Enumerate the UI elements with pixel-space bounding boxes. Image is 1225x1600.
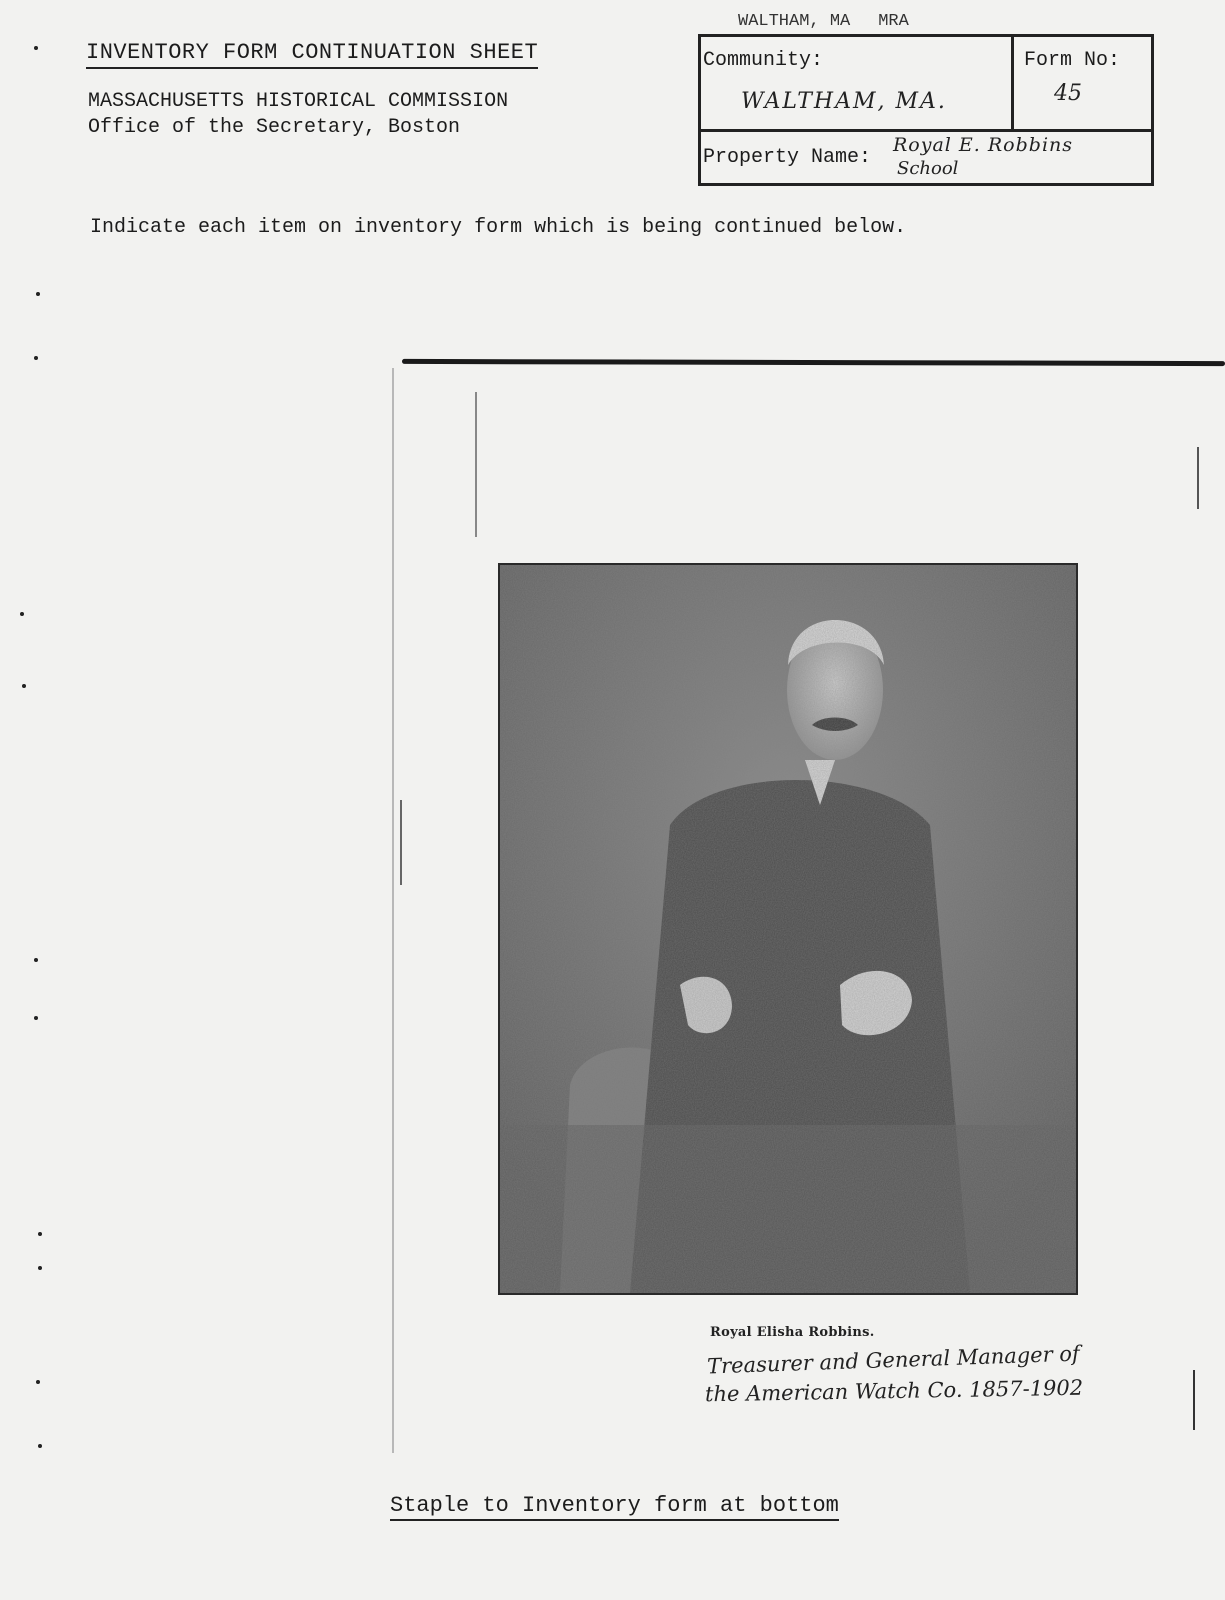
scan-speck bbox=[36, 292, 40, 296]
fold-line bbox=[400, 800, 402, 885]
scan-speck bbox=[38, 1266, 42, 1270]
header-note-code: MRA bbox=[878, 12, 909, 31]
scan-speck bbox=[22, 684, 26, 688]
form-number-label: Form No: bbox=[1024, 49, 1121, 72]
scan-speck bbox=[36, 1380, 40, 1384]
scan-speck bbox=[34, 46, 38, 50]
attached-sheet-top-edge bbox=[402, 359, 1225, 366]
scan-speck bbox=[34, 958, 38, 962]
header-note bbox=[738, 12, 937, 31]
header-note-city: WALTHAM, MA bbox=[738, 12, 851, 31]
handwritten-note-line2: the American Watch Co. 1857-1902 bbox=[704, 1375, 1084, 1407]
scan-speck bbox=[20, 612, 24, 616]
scan-speck bbox=[38, 1444, 42, 1448]
property-name-value-line1: Royal E. Robbins bbox=[893, 134, 1074, 156]
property-name-value-line2: School bbox=[897, 158, 959, 179]
scan-speck bbox=[34, 1016, 38, 1020]
margin-mark bbox=[1193, 1370, 1195, 1430]
portrait-illustration bbox=[500, 565, 1076, 1293]
community-cell bbox=[701, 37, 1014, 132]
community-value: WALTHAM, MA. bbox=[741, 89, 947, 114]
attached-sheet-left-edge bbox=[392, 368, 394, 1453]
instruction-text: Indicate each item on inventory form which is being continued below. bbox=[90, 216, 907, 239]
fold-line bbox=[475, 392, 477, 537]
form-number-value: 45 bbox=[1054, 81, 1082, 106]
agency-name: MASSACHUSETTS HISTORICAL COMMISSION bbox=[88, 90, 509, 113]
form-number-cell bbox=[1014, 37, 1151, 132]
staple-instruction: Staple to Inventory form at bottom bbox=[390, 1493, 839, 1521]
property-name-cell bbox=[701, 132, 1151, 183]
property-name-label: Property Name: bbox=[703, 146, 872, 169]
handwritten-note-line1: Treasurer and General Manager of bbox=[706, 1341, 1081, 1379]
portrait-photo bbox=[498, 563, 1078, 1295]
community-label: Community: bbox=[703, 49, 824, 72]
margin-mark bbox=[1197, 447, 1199, 509]
scan-speck bbox=[38, 1232, 42, 1236]
form-title: INVENTORY FORM CONTINUATION SHEET bbox=[86, 40, 538, 69]
photo-caption: Royal Elisha Robbins. bbox=[710, 1325, 875, 1340]
office-line: Office of the Secretary, Boston bbox=[88, 116, 461, 139]
identification-box bbox=[698, 34, 1154, 186]
photo-grain bbox=[500, 565, 1076, 1293]
scan-speck bbox=[34, 356, 38, 360]
